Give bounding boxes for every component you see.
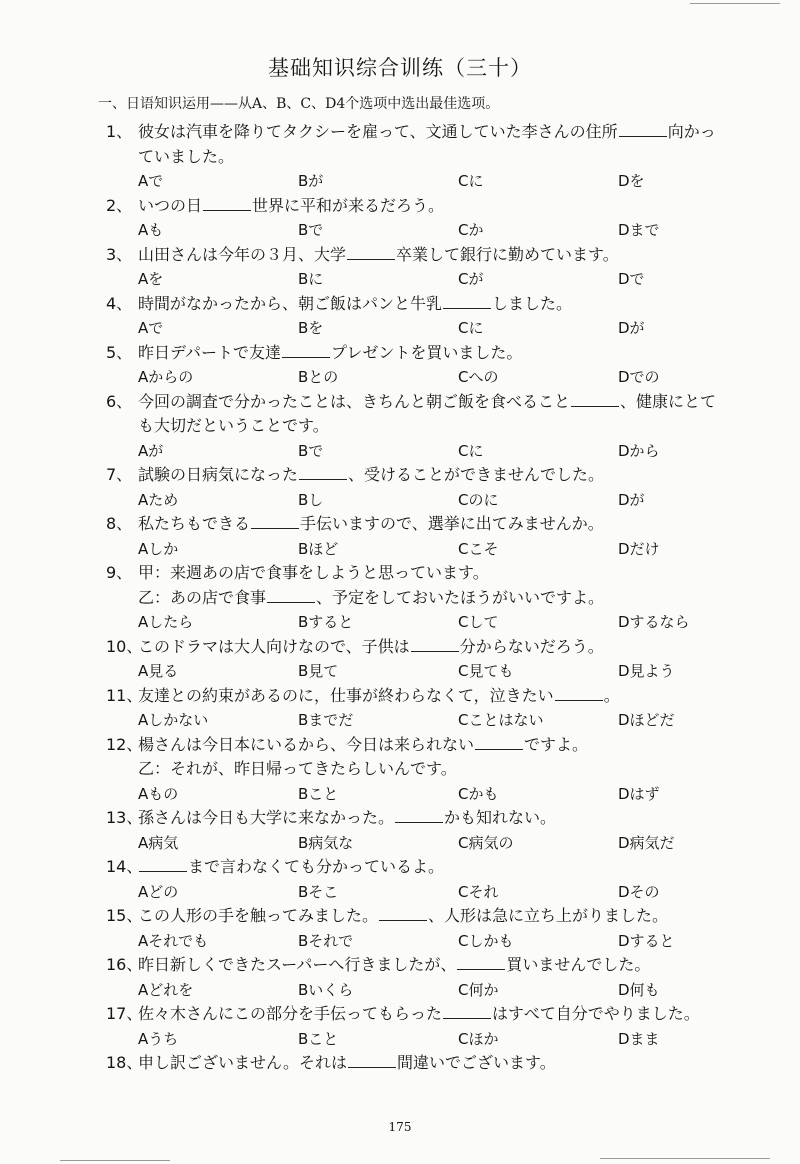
- question-text: 昨日デパートで友達: [138, 342, 282, 362]
- question-text: 、人形は急に立ち上がりました。: [428, 906, 669, 925]
- answer-blank: [619, 122, 667, 137]
- answer-blank: [443, 294, 491, 309]
- option-b: Bし: [298, 490, 324, 509]
- question-text: 分からないだろう。: [459, 636, 604, 656]
- option-d: Dを: [618, 172, 645, 190]
- question-text: 楊さんは今日本にいるから、今日は来られない: [138, 734, 475, 754]
- option-row: [106, 978, 756, 1003]
- question-text: 乙：それが、昨日帰ってきたらしいんです。: [138, 759, 457, 778]
- question-12: [106, 733, 756, 807]
- question-17: [106, 1002, 756, 1051]
- question-text: まで言わなくても分かっているよ。: [188, 857, 445, 876]
- scan-artifact-bottom-left: [60, 1160, 170, 1161]
- question-6: [106, 390, 756, 464]
- option-row: [106, 365, 756, 390]
- question-number: 11、: [106, 685, 143, 705]
- option-row: [106, 831, 756, 856]
- answer-blank: [411, 637, 459, 652]
- option-d: Dするなら: [618, 613, 690, 631]
- option-row: [106, 316, 756, 341]
- option-c: Cか: [458, 221, 484, 239]
- option-b: Bで: [298, 221, 324, 239]
- option-row: [106, 537, 756, 562]
- question-text: 私たちもできる: [138, 514, 251, 533]
- question-text: 甲：来週あの店で食事をしようと思っています。: [138, 563, 489, 582]
- question-text: 卒業して銀行に勤めています。: [396, 244, 619, 264]
- question-number: 7、: [106, 465, 133, 484]
- option-c: C病気の: [458, 833, 514, 852]
- option-a: Aで: [138, 319, 164, 337]
- option-row: [106, 267, 756, 292]
- option-c: Cが: [458, 270, 484, 288]
- option-d: Dその: [618, 882, 660, 901]
- question-text: このドラマは大人向けなので、子供は: [138, 636, 410, 656]
- scan-artifact-top: [690, 3, 780, 4]
- question-text: この人形の手を触ってみました。: [138, 906, 379, 925]
- question-text: 友達との約束があるのに，仕事が終わらなくて，泣きたい: [138, 685, 554, 705]
- option-a: Aしか: [138, 539, 179, 558]
- answer-blank: [347, 245, 395, 260]
- option-b: Bこと: [298, 784, 339, 803]
- question-16: [106, 953, 756, 1002]
- question-text: プレゼントを買いました。: [331, 342, 523, 362]
- option-row: [106, 610, 756, 635]
- option-d: Dすると: [618, 931, 675, 950]
- question-9: [106, 561, 756, 635]
- option-a: Aどれを: [138, 980, 194, 999]
- option-row: [106, 1027, 756, 1052]
- option-row: [106, 929, 756, 954]
- question-text: 世界に平和が来るだろう。: [252, 195, 445, 215]
- option-b: Bこと: [298, 1029, 339, 1048]
- option-d: D何も: [618, 980, 660, 999]
- option-c: Cほか: [458, 1029, 499, 1048]
- option-a: A病気: [138, 833, 179, 852]
- option-row: [106, 659, 756, 684]
- option-c: Cに: [458, 172, 484, 190]
- option-a: Aため: [138, 490, 179, 509]
- answer-blank: [475, 735, 523, 750]
- option-b: Bすると: [298, 613, 354, 631]
- answer-blank: [348, 1053, 396, 1068]
- option-d: D見よう: [618, 662, 675, 680]
- question-number: 18、: [106, 1053, 143, 1072]
- answer-blank: [251, 514, 299, 529]
- answer-blank: [379, 906, 427, 921]
- question-8: [106, 512, 756, 561]
- question-18: [106, 1051, 756, 1076]
- answer-blank: [457, 955, 505, 970]
- question-text: はすべて自分でやりました。: [492, 1004, 700, 1023]
- option-c: Cこそ: [458, 539, 499, 558]
- option-d: Dでの: [618, 368, 660, 386]
- option-a: Aを: [138, 270, 164, 288]
- question-text: 彼女は汽車を降りてタクシーを雇って、文通していた李さんの住所: [138, 122, 618, 141]
- question-text: 間違いでございます。: [396, 1053, 556, 1072]
- question-text: 申し訳ございません。それは: [138, 1053, 347, 1072]
- option-c: Cことはない: [458, 711, 544, 729]
- question-11: [106, 684, 756, 733]
- option-row: [106, 218, 756, 243]
- answer-blank: [267, 588, 315, 603]
- scan-artifact-bottom-right: [600, 1158, 770, 1159]
- question-number: 10、: [106, 636, 143, 656]
- question-text: 手伝いますので、選挙に出てみませんか。: [300, 514, 604, 533]
- option-c: Cに: [458, 441, 484, 460]
- option-d: Dで: [618, 270, 645, 288]
- question-text: 、受けることができませんでした。: [348, 465, 605, 484]
- option-row: [106, 782, 756, 807]
- option-a: Aも: [138, 221, 164, 239]
- question-number: 9、: [106, 563, 133, 582]
- option-row: [106, 880, 756, 905]
- option-a: Aで: [138, 172, 164, 190]
- section-instruction: 一、日语知识运用——从A、B、C、D4个选项中选出最佳选项。: [98, 96, 500, 112]
- option-row: [106, 439, 756, 464]
- option-a: Aしたら: [138, 613, 194, 631]
- question-text: ていました。: [138, 146, 235, 166]
- question-number: 14、: [106, 857, 143, 876]
- answer-blank: [555, 686, 603, 701]
- answer-blank: [299, 465, 347, 480]
- question-text: ですよ。: [524, 734, 589, 754]
- question-1: [106, 120, 756, 194]
- question-4: [106, 292, 756, 341]
- question-number: 12、: [106, 734, 143, 754]
- question-number: 3、: [106, 244, 133, 264]
- option-d: Dほどだ: [618, 711, 675, 729]
- option-c: C見ても: [458, 662, 514, 680]
- question-7: [106, 463, 756, 512]
- question-number: 16、: [106, 955, 143, 974]
- question-number: 5、: [106, 342, 133, 362]
- option-d: Dまま: [618, 1029, 660, 1048]
- question-text: 、健康にとて: [620, 391, 717, 411]
- answer-blank: [395, 808, 443, 823]
- option-c: Cに: [458, 319, 484, 337]
- question-text: 、予定をしておいたほうがいいですよ。: [316, 587, 605, 607]
- option-a: Aどの: [138, 882, 179, 901]
- question-number: 13、: [106, 808, 143, 827]
- question-number: 17、: [106, 1004, 143, 1023]
- option-c: Cそれ: [458, 882, 499, 901]
- option-row: [106, 708, 756, 733]
- option-row: [106, 488, 756, 513]
- option-a: Aしかない: [138, 711, 209, 729]
- option-d: D病気だ: [618, 833, 675, 852]
- option-c: Cかも: [458, 784, 499, 803]
- answer-blank: [443, 1004, 491, 1019]
- question-text: 時間がなかったから、朝ご飯はパンと牛乳: [138, 293, 443, 313]
- option-a: Aからの: [138, 368, 194, 386]
- question-number: 8、: [106, 514, 133, 533]
- question-text: 。: [603, 685, 620, 705]
- option-row: [106, 169, 756, 194]
- option-b: Bほど: [298, 539, 339, 558]
- option-a: Aそれでも: [138, 931, 209, 950]
- question-text: も大切だということです。: [138, 416, 329, 435]
- question-number: 6、: [106, 391, 133, 411]
- answer-blank: [139, 857, 187, 872]
- question-text: いつの日: [138, 195, 203, 215]
- question-5: [106, 341, 756, 390]
- option-b: Bそこ: [298, 882, 339, 901]
- option-b: Bで: [298, 441, 324, 460]
- question-14: [106, 855, 756, 904]
- question-number: 2、: [106, 195, 133, 215]
- question-15: [106, 904, 756, 953]
- option-a: A見る: [138, 662, 179, 680]
- option-b: B病気な: [298, 833, 354, 852]
- option-c: Cして: [458, 613, 499, 631]
- option-c: Cしかも: [458, 931, 514, 950]
- option-d: Dはず: [618, 784, 660, 803]
- answer-blank: [571, 392, 619, 407]
- question-text: かも知れない。: [444, 808, 557, 827]
- question-list: [106, 120, 756, 1076]
- question-2: [106, 194, 756, 243]
- option-d: Dまで: [618, 221, 660, 239]
- question-text: 佐々木さんにこの部分を手伝ってもらった: [138, 1004, 443, 1023]
- question-text: 乙：あの店で食事: [138, 587, 267, 607]
- option-a: Aもの: [138, 784, 179, 803]
- option-c: Cのに: [458, 490, 499, 509]
- option-a: Aが: [138, 441, 164, 460]
- option-a: Aうち: [138, 1029, 179, 1048]
- option-b: Bそれで: [298, 931, 354, 950]
- option-b: Bまでだ: [298, 711, 354, 729]
- page-title: 基础知识综合训练（三十）: [268, 56, 532, 80]
- option-d: Dが: [618, 319, 645, 337]
- option-c: Cへの: [458, 368, 499, 386]
- question-text: 試験の日病気になった: [138, 465, 299, 484]
- question-number: 4、: [106, 293, 133, 313]
- answer-blank: [203, 196, 251, 211]
- question-number: 15、: [106, 906, 143, 925]
- question-text: 買いませんでした。: [506, 955, 651, 974]
- page-number: 175: [388, 1120, 412, 1134]
- option-d: Dが: [618, 490, 645, 509]
- answer-blank: [282, 343, 330, 358]
- option-b: B見て: [298, 662, 339, 680]
- question-number: 1、: [106, 122, 133, 141]
- question-13: [106, 806, 756, 855]
- option-c: C何か: [458, 980, 499, 999]
- question-text: しました。: [492, 293, 573, 313]
- question-text: 向かっ: [667, 122, 716, 141]
- option-b: Bが: [298, 172, 324, 190]
- question-text: 孫さんは今日も大学に来なかった。: [138, 808, 395, 827]
- option-b: Bに: [298, 270, 324, 288]
- question-3: [106, 243, 756, 292]
- option-d: Dから: [618, 441, 660, 460]
- option-d: Dだけ: [618, 539, 660, 558]
- question-text: 昨日新しくできたスーパーへ行きましたが、: [138, 955, 457, 974]
- option-b: Bいくら: [298, 980, 354, 999]
- option-b: Bとの: [298, 368, 339, 386]
- question-10: [106, 635, 756, 684]
- option-b: Bを: [298, 319, 324, 337]
- question-text: 今回の調査で分かったことは、きちんと朝ご飯を食べること: [138, 391, 571, 411]
- question-text: 山田さんは今年の３月、大学: [138, 244, 347, 264]
